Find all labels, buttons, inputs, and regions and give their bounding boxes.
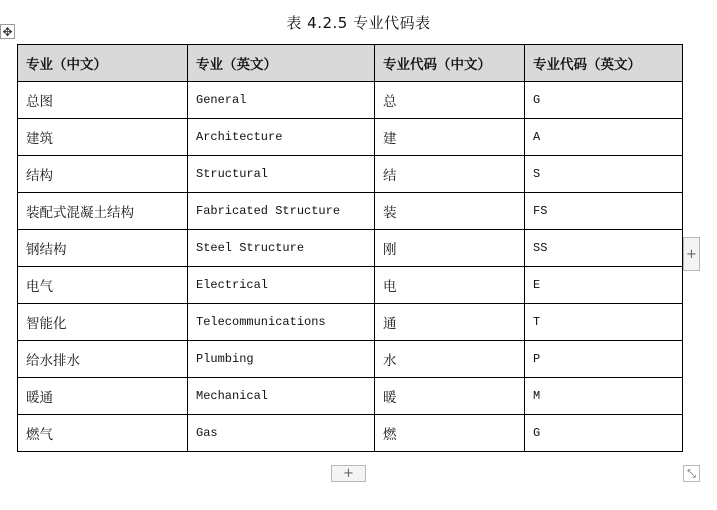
plus-icon: + bbox=[343, 466, 354, 481]
table-cell[interactable]: Mechanical bbox=[188, 378, 375, 415]
table-cell[interactable]: Structural bbox=[188, 156, 375, 193]
table-cell[interactable]: General bbox=[188, 82, 375, 119]
table-cell[interactable]: 结 bbox=[375, 156, 525, 193]
table-row bbox=[18, 119, 683, 156]
table-cell[interactable]: Plumbing bbox=[188, 341, 375, 378]
table-cell[interactable]: A bbox=[525, 119, 683, 156]
table-cell[interactable]: P bbox=[525, 341, 683, 378]
header-cell[interactable]: 专业（英文） bbox=[188, 45, 375, 82]
table-cell[interactable]: 装配式混凝土结构 bbox=[18, 193, 188, 230]
table-row bbox=[18, 304, 683, 341]
table-cell[interactable]: T bbox=[525, 304, 683, 341]
table-cell[interactable]: E bbox=[525, 267, 683, 304]
header-row bbox=[18, 45, 683, 82]
table-cell[interactable]: Fabricated Structure bbox=[188, 193, 375, 230]
table-cell[interactable]: 总 bbox=[375, 82, 525, 119]
table-cell[interactable]: 总图 bbox=[18, 82, 188, 119]
table-cell[interactable]: Telecommunications bbox=[188, 304, 375, 341]
table-cell[interactable]: 钢结构 bbox=[18, 230, 188, 267]
table-row bbox=[18, 378, 683, 415]
table-cell[interactable]: 装 bbox=[375, 193, 525, 230]
table-cell[interactable]: 智能化 bbox=[18, 304, 188, 341]
table-cell[interactable]: 暖 bbox=[375, 378, 525, 415]
table-cell[interactable]: 通 bbox=[375, 304, 525, 341]
table-row bbox=[18, 267, 683, 304]
table-cell[interactable]: G bbox=[525, 415, 683, 452]
table-cell[interactable]: Architecture bbox=[188, 119, 375, 156]
add-row-button[interactable] bbox=[331, 465, 366, 482]
table-cell[interactable]: 建筑 bbox=[18, 119, 188, 156]
table-cell[interactable]: 暖通 bbox=[18, 378, 188, 415]
table-caption: 表 4.2.5 专业代码表 bbox=[286, 14, 431, 32]
add-column-button[interactable] bbox=[683, 237, 700, 271]
plus-icon: + bbox=[686, 246, 697, 262]
table-cell[interactable]: Electrical bbox=[188, 267, 375, 304]
table-cell[interactable]: 燃 bbox=[375, 415, 525, 452]
table-cell[interactable]: Gas bbox=[188, 415, 375, 452]
table-row bbox=[18, 156, 683, 193]
table-cell[interactable]: SS bbox=[525, 230, 683, 267]
table-cell[interactable]: FS bbox=[525, 193, 683, 230]
table-row bbox=[18, 415, 683, 452]
resize-handle[interactable] bbox=[683, 465, 700, 482]
table-cell[interactable]: 给水排水 bbox=[18, 341, 188, 378]
table-cell[interactable]: 刚 bbox=[375, 230, 525, 267]
header-cell[interactable]: 专业代码（英文） bbox=[525, 45, 683, 82]
table-cell[interactable]: 电气 bbox=[18, 267, 188, 304]
table-row bbox=[18, 193, 683, 230]
header-cell[interactable]: 专业代码（中文） bbox=[375, 45, 525, 82]
table-row bbox=[18, 82, 683, 119]
table-cell[interactable]: 结构 bbox=[18, 156, 188, 193]
table-cell[interactable]: M bbox=[525, 378, 683, 415]
table-cell[interactable]: S bbox=[525, 156, 683, 193]
table-cell[interactable]: 水 bbox=[375, 341, 525, 378]
table-cell[interactable]: 建 bbox=[375, 119, 525, 156]
discipline-code-table bbox=[17, 44, 683, 452]
table-cell[interactable]: G bbox=[525, 82, 683, 119]
table-cell[interactable]: Steel Structure bbox=[188, 230, 375, 267]
table-cell[interactable]: 燃气 bbox=[18, 415, 188, 452]
table-row bbox=[18, 230, 683, 267]
table-row bbox=[18, 341, 683, 378]
table-cell[interactable]: 电 bbox=[375, 267, 525, 304]
move-icon[interactable]: ✥ bbox=[0, 24, 15, 39]
resize-icon: ⤡ bbox=[687, 466, 696, 480]
header-cell[interactable]: 专业（中文） bbox=[18, 45, 188, 82]
